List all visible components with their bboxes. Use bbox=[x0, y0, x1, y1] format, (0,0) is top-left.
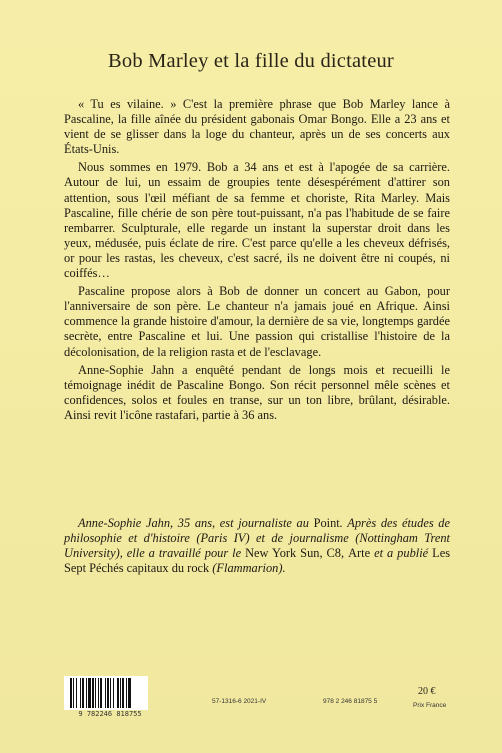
bio-publication-c8: C8 bbox=[326, 546, 342, 561]
bio-text: et a publié bbox=[370, 546, 433, 561]
blurb-paragraph-1: « Tu es vilaine. » C'est la première phrase que Bob Marley lance à Pascaline, la fille aînée du président gabonais Omar Bongo. Elle a 23 ans et vient de se glisser dans la loge du chanteur, après un de ses concerts aux États-Unis. bbox=[64, 97, 450, 157]
price-label: Prix France bbox=[413, 702, 447, 709]
author-bio bbox=[64, 516, 450, 576]
blurb-paragraph-2: Nous sommes en 1979. Bob a 34 ans et est à l'apogée de sa carrière. Autour de lui, un essaim de groupies tente désespérément d'attirer son attention, sous l'œil méfiant de sa femme et choriste, Rita Marley. Mais Pascaline, fille chérie de son père tout-puissant, n'a pas l'habitude de se faire rembarrer. Sculpturale, elle regarde un instant la superstar droit dans les yeux, médusée, puis éclate de rire. C'est parce qu'elle a les cheveux défrisés, or pour les rastas, les cheveux, c'est sacré, ils ne doivent être ni coupés, ni coiffés… bbox=[64, 160, 450, 281]
blurb bbox=[64, 97, 450, 426]
publisher-code: 57-1316-6 2021-IV bbox=[212, 698, 267, 705]
blurb-paragraph-4: Anne-Sophie Jahn a enquêté pendant de longs mois et recueilli le témoignage inédit de Pascaline Bongo. Son récit personnel mêle scènes et confidences, solos et foules en transe, sur un ton libre, brûlant, désirable. Ainsi revit l'icône rastafari, partie à 36 ans. bbox=[64, 362, 450, 422]
barcode bbox=[64, 676, 148, 710]
barcode-number: 9 782246 818755 bbox=[78, 710, 142, 718]
bio-text: , bbox=[341, 546, 349, 561]
bio-publication-point: Point bbox=[313, 516, 340, 530]
bio-publication-nysun: New York Sun bbox=[245, 546, 320, 561]
price: 20 € bbox=[418, 686, 436, 697]
bio-text: , bbox=[319, 546, 327, 561]
bio-publication-arte: Arte bbox=[348, 546, 371, 561]
bio-text: (Flammarion). bbox=[209, 561, 286, 576]
blurb-paragraph-3: Pascaline propose alors à Bob de donner un concert au Gabon, pour l'anniversaire de son père. Le chanteur n'a jamais joué en Afrique. Ainsi commence la grande histoire d'amour, la dernière de sa vie, longtemps gardée secrète, entre Pascaline et lui. Une passion qui cristallise l'histoire de la décolonisation, de la religion rasta et de l'esclavage. bbox=[64, 284, 450, 359]
bio-text: Anne-Sophie Jahn, 35 ans, est journaliste au bbox=[78, 516, 314, 530]
book-title: Bob Marley et la fille du dictateur bbox=[108, 50, 394, 72]
bio-book-title: Les Sept Péchés capitaux du rock bbox=[64, 546, 451, 576]
bio-text: . Après des études de philosophie et d'histoire (Paris IV) et de journalisme (Nottingham Trent University), elle a travaillé pour le bbox=[64, 516, 450, 561]
isbn: 978 2 246 81875 5 bbox=[323, 698, 378, 705]
